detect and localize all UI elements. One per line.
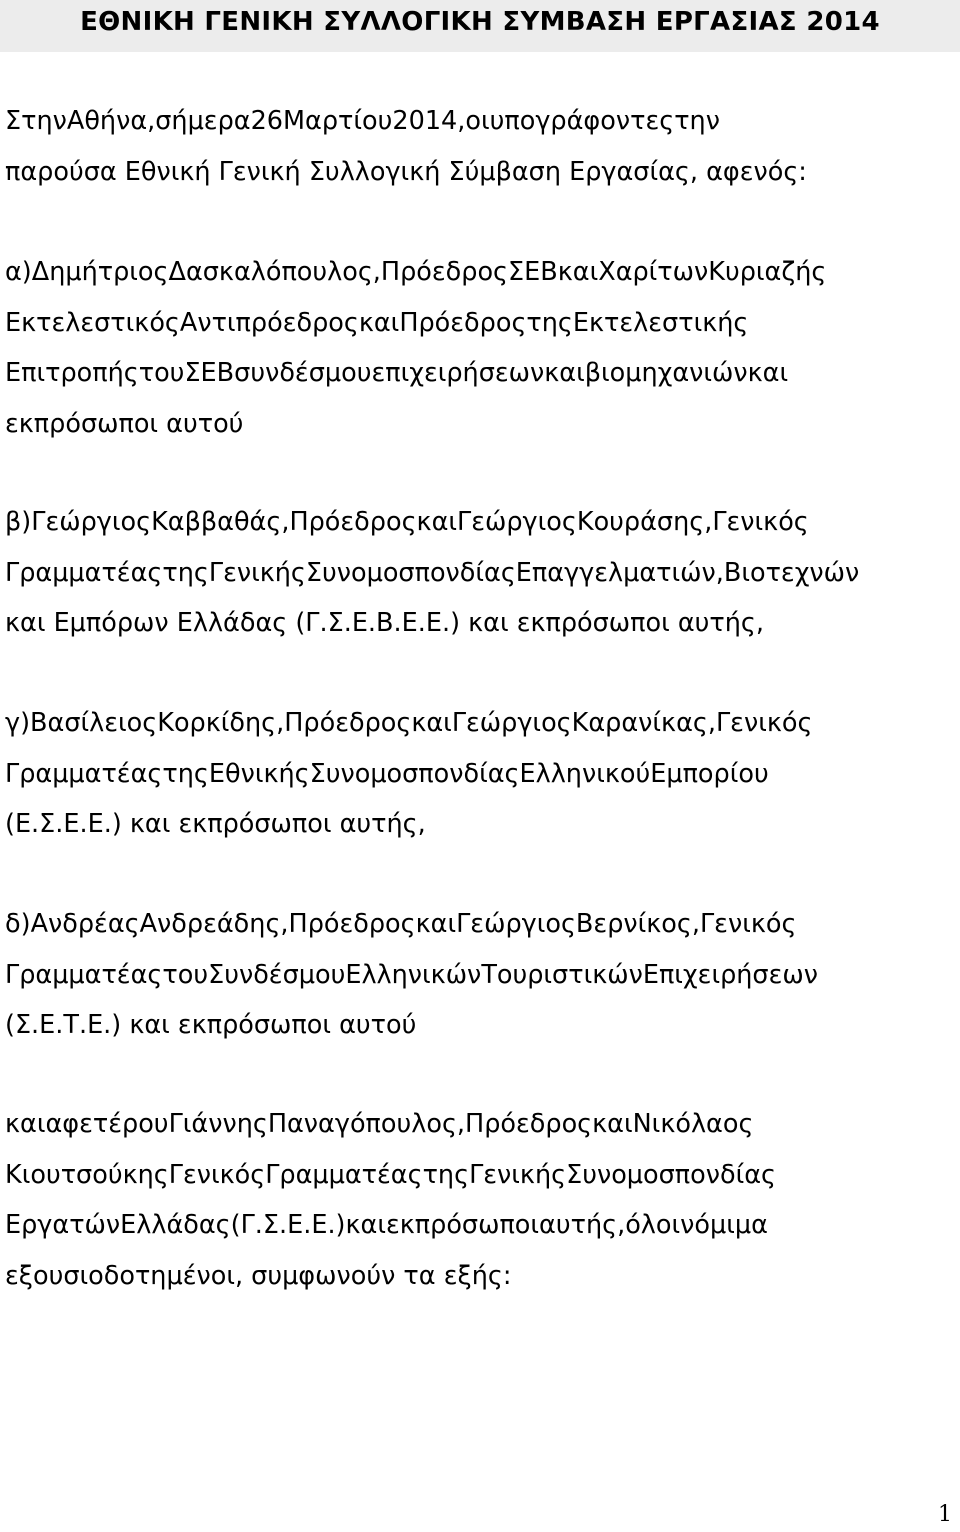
word: Πρόεδρος: [284, 708, 412, 738]
word: Πρόεδρος: [288, 909, 416, 939]
word: Εργατών: [5, 1210, 121, 1240]
word: και: [557, 257, 599, 287]
paragraph-party-d: [5, 899, 955, 1051]
word: νόμιμα: [680, 1210, 768, 1240]
word: Αθήνα,: [66, 106, 156, 136]
word: οι: [465, 106, 490, 136]
paragraph-line: [5, 950, 955, 1001]
word: της: [526, 307, 573, 338]
paragraph-line: (Σ.Ε.Τ.Ε.) και εκπρόσωποι αυτού: [5, 1010, 417, 1040]
word: Γενικής: [469, 1159, 567, 1190]
word: Γενικός: [699, 909, 797, 939]
word: Επιχειρήσεων: [642, 959, 818, 990]
paragraph-line: [5, 497, 955, 548]
word: γ): [5, 708, 31, 738]
word: Γενικός: [712, 507, 809, 537]
word: Δασκαλόπουλος,: [168, 257, 381, 287]
word: Καρανίκας,: [571, 708, 716, 738]
word: (Γ.Σ.Ε.Ε.): [230, 1210, 346, 1240]
word: Τουριστικών: [481, 959, 643, 990]
word: Εκτελεστικός: [5, 307, 180, 338]
word: Γενικός: [715, 708, 813, 738]
word: 26: [250, 106, 284, 136]
word: και: [345, 1210, 386, 1240]
word: Γεώργιος: [456, 909, 576, 939]
word: Γραμματέας: [5, 758, 163, 789]
word: και: [5, 1109, 46, 1139]
word: Γεώργιος: [451, 708, 572, 738]
word: Ανδρεάδης,: [139, 909, 289, 939]
word: του: [162, 959, 209, 990]
paragraph-line: [5, 348, 955, 399]
paragraph-line: [5, 298, 955, 349]
paragraph-party-a: [5, 247, 955, 449]
word: Βερνίκος,: [575, 909, 700, 939]
paragraph-line: [5, 247, 955, 298]
word: Πρόεδρος: [399, 307, 527, 338]
word: β): [5, 507, 32, 537]
word: συνδέσμου: [234, 358, 372, 388]
word: υπογράφοντες: [489, 106, 675, 136]
word: α): [5, 257, 32, 287]
word: Ελληνικού: [519, 758, 651, 789]
paragraph-line: [5, 96, 955, 147]
word: και: [416, 507, 458, 537]
word: και: [411, 708, 452, 738]
word: Γενικός: [168, 1159, 266, 1190]
word: της: [422, 1159, 470, 1190]
word: 2014,: [392, 106, 466, 136]
paragraph-line: [5, 1099, 955, 1150]
word: Εθνικής: [208, 758, 310, 789]
paragraph-line: εκπρόσωποι αυτού: [5, 408, 244, 439]
word: την: [674, 106, 720, 136]
word: και: [592, 1109, 633, 1139]
word: Κιουτσούκης: [5, 1159, 169, 1190]
word: Πρόεδρος: [465, 1109, 593, 1139]
word: Κορκίδης,: [157, 708, 285, 738]
word: και: [747, 358, 789, 388]
word: Δημήτριος: [31, 257, 169, 287]
word: Ανδρέας: [30, 909, 140, 939]
title-banner: [0, 0, 960, 52]
word: της: [162, 758, 209, 789]
paragraph-line: [5, 749, 955, 800]
paragraph-line: παρούσα Εθνική Γενική Συλλογική Σύμβαση Εργασίας, αφενός:: [5, 156, 807, 187]
word: Καββαθάς,: [151, 507, 290, 537]
word: δ): [5, 909, 31, 939]
document-title: ΕΘΝΙΚΗ ΓΕΝΙΚΗ ΣΥΛΛΟΓΙΚΗ ΣΥΜΒΑΣΗ ΕΡΓΑΣΙΑΣ 2014: [80, 7, 880, 37]
word: Γεώργιος: [457, 507, 577, 537]
word: Γεώργιος: [31, 507, 152, 537]
word: ΣΕΒ: [184, 358, 235, 388]
word: Γραμματέας: [5, 959, 163, 990]
word: αυτής,: [539, 1210, 626, 1240]
word: Κυριαζής: [708, 257, 827, 287]
word: και: [544, 358, 585, 388]
word: Συνομοσπονδίας: [309, 758, 520, 789]
paragraph-party-b: [5, 497, 955, 649]
word: Στην: [5, 106, 67, 136]
word: και: [358, 307, 400, 338]
word: Γραμματέας: [265, 1159, 423, 1190]
paragraph-line: (Ε.Σ.Ε.Ε.) και εκπρόσωποι αυτής,: [5, 809, 426, 839]
word: Ελλάδας: [120, 1210, 231, 1240]
word: Γενικής: [208, 557, 306, 588]
paragraph-line: [5, 1150, 955, 1201]
paragraph-line: [5, 899, 955, 950]
word: και: [415, 909, 457, 939]
word: Ελληνικών: [345, 959, 482, 990]
word: Εμπορίου: [650, 758, 769, 789]
word: Συνδέσμου: [208, 959, 346, 990]
word: Γραμματέας: [5, 557, 163, 588]
paragraph-line: [5, 1200, 955, 1251]
word: Κουράσης,: [576, 507, 713, 537]
word: Νικόλαος: [632, 1109, 754, 1139]
word: Συνομοσπονδίας: [305, 557, 516, 588]
word: επιχειρήσεων: [371, 358, 545, 388]
word: Πρόεδρος: [289, 507, 417, 537]
word: Βασίλειος: [30, 708, 158, 738]
paragraph-line: και Εμπόρων Ελλάδας (Γ.Σ.Ε.Β.Ε.Ε.) και εκπρόσωποι αυτής,: [5, 608, 764, 638]
word: Γιάννης: [168, 1109, 268, 1139]
word: αφετέρου: [45, 1109, 169, 1139]
paragraph-line: [5, 698, 955, 749]
word: Βιοτεχνών: [723, 557, 860, 588]
word: του: [138, 358, 185, 388]
word: Επιτροπής: [5, 358, 139, 388]
word: Αντιπρόεδρος: [179, 307, 359, 338]
paragraph-line: εξουσιοδοτημένοι, συμφωνούν τα εξής:: [5, 1260, 512, 1291]
word: Μαρτίου: [283, 106, 393, 136]
word: όλοι: [625, 1210, 681, 1240]
word: Επαγγελματιών,: [515, 557, 724, 588]
word: σήμερα: [155, 106, 251, 136]
word: εκπρόσωποι: [385, 1210, 540, 1240]
word: βιομηχανιών: [584, 358, 748, 388]
word: Παναγόπουλος,: [267, 1109, 466, 1139]
word: Χαρίτων: [598, 257, 709, 287]
page-number: 1: [938, 1502, 952, 1527]
word: Συνομοσπονδίας: [566, 1159, 776, 1190]
word: ΣΕΒ: [508, 257, 558, 287]
paragraph-counterparty: [5, 1099, 955, 1301]
paragraph-opening: [5, 96, 955, 197]
word: Εκτελεστικής: [572, 307, 749, 338]
paragraph-line: [5, 548, 955, 599]
word: της: [162, 557, 209, 588]
paragraph-party-c: [5, 698, 955, 850]
word: Πρόεδρος: [380, 257, 509, 287]
